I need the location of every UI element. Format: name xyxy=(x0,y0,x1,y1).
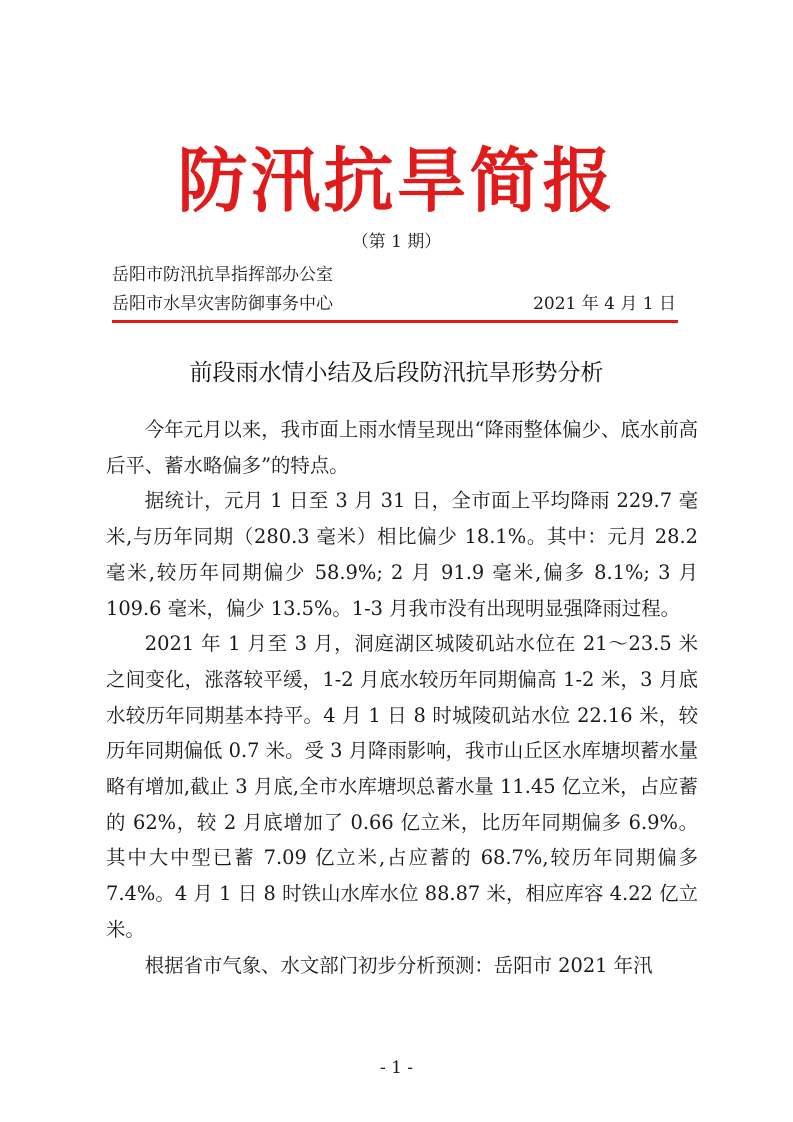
issue-date: 2021 年 4 月 1 日 xyxy=(533,294,676,314)
issue-number: （第 1 期） xyxy=(351,232,442,252)
issuer-office: 岳阳市防汛抗旱指挥部办公室 xyxy=(112,265,333,285)
page-number: - 1 - xyxy=(379,1058,414,1078)
bulletin-masthead: 防汛抗旱简报 xyxy=(177,139,616,222)
article-title: 前段雨水情小结及后段防汛抗旱形势分析 xyxy=(189,360,604,386)
paragraph: 2021 年 1 月至 3 月，洞庭湖区城陵矶站水位在 21～23.5 米之间变化，涨落较平缓，1-2 月底水较历年同期偏高 1-2 米，3 月底水较历年同期基本持平。4 月 1 日 8 时城陵矶站水位 22.16 米，较历年同期偏低 0.7 米。受 3 月降雨影响，我市山丘区水库塘坝蓄水量略有增加,截止 3 月底,全市水库塘坝总蓄水量 11.45 亿立米，占应蓄的 62%，较 2 月底增加了 0.66 亿立米，比历年同期偏多 6.9%。其中大中型已蓄 7.09 亿立米,占应蓄的 68.7%,较历年同期偏多 7.4%。4 月 1 日 8 时铁山水库水位 88.87 米，相应库容 4.22 亿立米。 xyxy=(106,632,698,941)
paragraph: 根据省市气象、水文部门初步分析预测：岳阳市 2021 年汛 xyxy=(144,953,653,977)
header-divider xyxy=(112,320,678,323)
paragraph: 今年元月以来，我市面上雨水情呈现出“降雨整体偏少、底水前高后平、蓄水略偏多”的特点。 xyxy=(106,418,698,477)
paragraph: 据统计，元月 1 日至 3 月 31 日，全市面上平均降雨 229.7 毫米,与历年同期（280.3 毫米）相比偏少 18.1%。其中：元月 28.2 毫米,较历年同期偏少 58.9%; 2 月 91.9 毫米,偏多 8.1%; 3 月 109.6 毫米，偏少 13.5%。1-3 月我市没有出现明显强降雨过程。 xyxy=(106,489,698,620)
issuer-center: 岳阳市水旱灾害防御事务中心 xyxy=(112,294,333,314)
article-body xyxy=(106,412,698,983)
